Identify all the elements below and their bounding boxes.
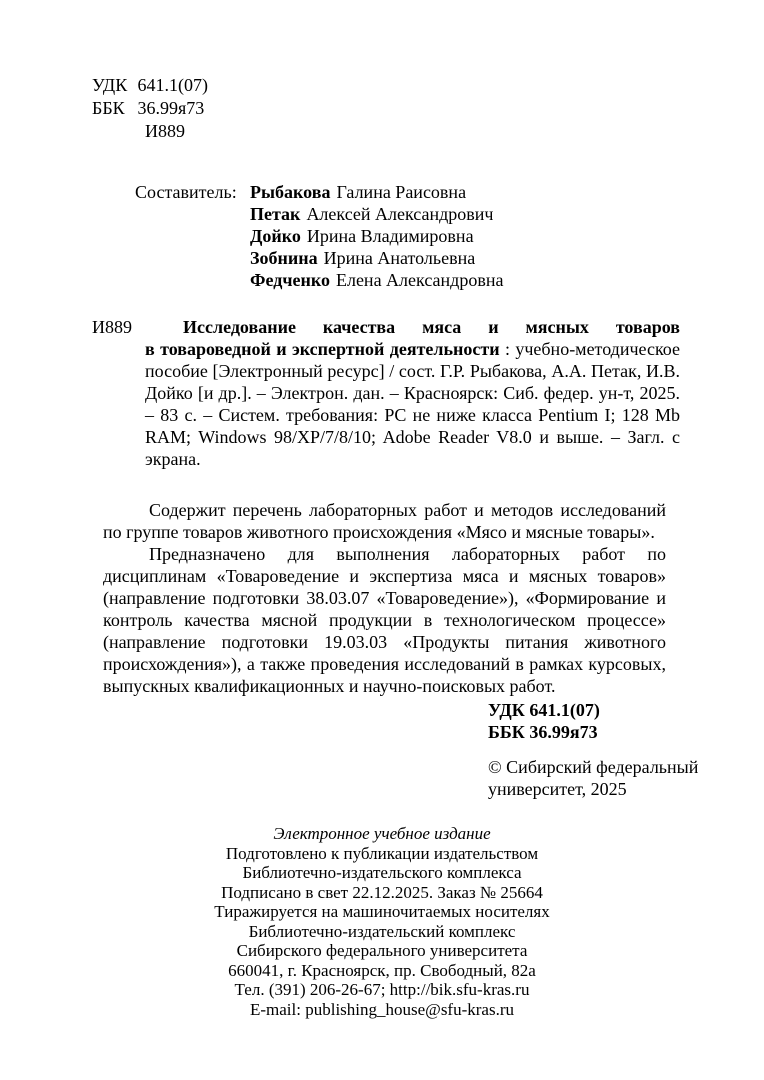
copyright-line: © Сибирский федеральный (488, 757, 699, 777)
udk-label: УДК (92, 75, 128, 95)
biblio-text (145, 316, 680, 470)
annotation-block (103, 499, 666, 697)
copyright-line: университет, 2025 (488, 779, 627, 799)
compiler-surname: Рыбакова (250, 182, 331, 202)
publisher-address: 660041, г. Красноярск, пр. Свободный, 82а (228, 960, 536, 980)
compiler-surname: Зобнина (250, 248, 318, 268)
annotation-paragraph-2: Предназначено для выполнения лабораторных работ по дисциплинам «Товароведение и экспертиза мяса и мясных товаров» (направление подготовки 38.03.07 «Товароведение»), «Формирование и контроль качества мясной продукции в технологическом процессе» (направление подготовки 19.03.03 «Продукты питания животного происхождения»), а также проведения исследований в рамках курсовых, выпускных квалификационных и научно-поисковых работ. (103, 544, 666, 696)
compiler-surname: Дойко (250, 226, 301, 246)
udk-value: 641.1(07) (137, 75, 208, 95)
bbk-value: 36.99я73 (137, 98, 205, 118)
compilers-block (135, 181, 503, 291)
compilers-label: Составитель: (135, 182, 237, 202)
compiler-row (250, 247, 503, 269)
compiler-given-name: Галина Раисовна (336, 182, 467, 202)
biblio-description: : учебно-методическое пособие [Электронный ресурс] / сост. Г.Р. Рыбакова, А.А. Петак, И.В. Дойко [и др.]. – Электрон. дан. – Красноярск: Сиб. федер. ун-т, 2025. – 83 с. – Систем. требования: PC не ниже класса Pentium I; 128 Mb RAM; Windows 98/XP/7/8/10; Adobe Reader V8.0 и выше. – Загл. с экрана. (145, 339, 680, 469)
edition-type: Электронное учебное издание (273, 824, 491, 843)
imprint-line: Сибирского федерального университета (236, 941, 528, 960)
index-code: И889 (145, 121, 185, 141)
classification-codes-top (92, 74, 208, 143)
compiler-surname: Петак (250, 204, 301, 224)
imprint-line: Подготовлено к публикации издательством (225, 843, 539, 863)
compiler-given-name: Елена Александровна (335, 270, 504, 290)
annotation-paragraph-1: Содержит перечень лабораторных работ и методов исследований по группе товаров животного происхождения «Мясо и мясные товары». (103, 500, 666, 542)
classification-codes-bottom (488, 699, 600, 743)
compiler-surname: Федченко (250, 270, 330, 290)
imprint-line: Библиотечно-издательского комплекса (242, 863, 522, 882)
imprint-line: Подписано в свет 22.12.2025. Заказ № 25664 (221, 882, 543, 902)
bbk-line (92, 97, 208, 120)
publisher-email: E-mail: publishing_house@sfu-kras.ru (249, 999, 514, 1019)
compiler-row (250, 225, 503, 247)
compiler-given-name: Алексей Александрович (306, 204, 494, 224)
compiler-given-name: Ирина Анатольевна (323, 248, 476, 268)
bbk-label: ББК (92, 98, 125, 118)
imprint-block (0, 824, 764, 1019)
udk-line (92, 74, 208, 97)
bibliographic-record (92, 316, 680, 470)
compilers-list (250, 181, 503, 291)
imprint-line: Библиотечно-издательский комплекс (248, 921, 516, 941)
udk-bottom: УДК 641.1(07) (488, 700, 600, 720)
bbk-bottom: ББК 36.99я73 (488, 722, 598, 742)
biblio-index-code: И889 (92, 317, 132, 337)
compiler-row (250, 181, 503, 203)
compiler-given-name: Ирина Владимировна (306, 226, 474, 246)
biblio-title: Исследование качества мяса и мясных товаров в товароведной и экспертной деятельности (145, 317, 680, 359)
imprint-line: Тиражируется на машиночитаемых носителях (214, 902, 550, 921)
copyright-notice (488, 756, 698, 800)
compiler-row (250, 269, 503, 291)
compiler-row (250, 203, 503, 225)
publisher-phone-url: Тел. (391) 206-26-67; http://bik.sfu-kras.ru (234, 980, 530, 999)
